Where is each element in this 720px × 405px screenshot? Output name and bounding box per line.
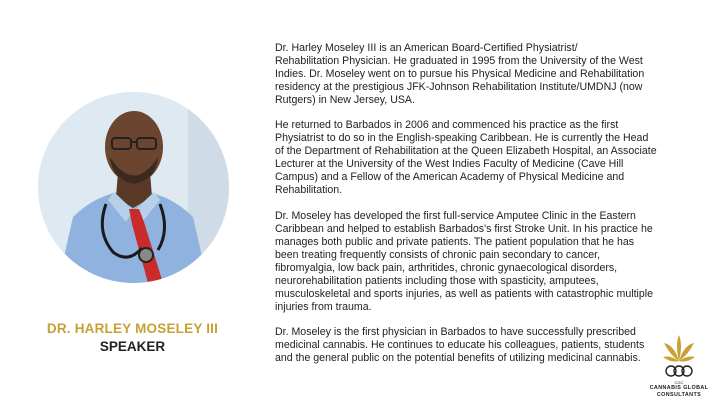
speaker-role: SPEAKER xyxy=(99,339,166,354)
logo-line2: CONSULTANTS xyxy=(656,392,702,398)
logo-line1: CANNABIS GLOBAL xyxy=(649,385,709,391)
bio-paragraph: He returned to Barbados in 2006 and commenced his practice as the first Physiatrist to do so in the English-speaking Caribbean. He is currently the Head of the Department of Rehabilitation at the Queen Elizabeth Hospital, an Associate Lecturer at the University of the West Indies Faculty of Medicine (Cave Hill Campus) and a Fellow of the American Academy of Physical Medicine and Rehabilitation. xyxy=(275,119,657,197)
bio-paragraph: Dr. Harley Moseley III is an American Board-Certified Physiatrist/ Rehabilitation Physician. He graduated in 1995 from the University of the West Indies. Dr. Moseley went on to pursue his Physical Medicine and Rehabilitation residency at the prestigious JFK-Johnson Rehabilitation Institute/UMDNJ (now Rutgers) in New Jersey, USA. xyxy=(275,42,645,107)
logo-monogram: CGC xyxy=(674,380,684,385)
speaker-photo xyxy=(38,92,229,283)
speaker-name: DR. HARLEY MOSELEY III xyxy=(46,321,219,336)
speaker-bio xyxy=(275,42,673,377)
company-logo xyxy=(640,333,718,399)
cannabis-leaf-icon xyxy=(662,333,696,385)
bio-paragraph: Dr. Moseley has developed the first full-service Amputee Clinic in the Eastern Caribbean and helped to establish Barbados's first Stroke Unit. In his practice he manages both public and private patients. The patient population that he has been treating frequently consists of chronic pain secondary to cancer, fibromyalgia, low back pain, arthritides, chronic gynaecological disorders, neurorehabilitation patients including those with spasticity, amputees, musculoskeletal and sports injuries, as well as patients with catastrophic multiple injuries from trauma. xyxy=(275,209,654,313)
bio-paragraph: Dr. Moseley is the first physician in Barbados to have successfully prescribed medicinal cannabis. He continues to educate his colleagues, patients, students and the general public on the potential benefits of utilizing medicinal cannabis. xyxy=(275,325,645,364)
